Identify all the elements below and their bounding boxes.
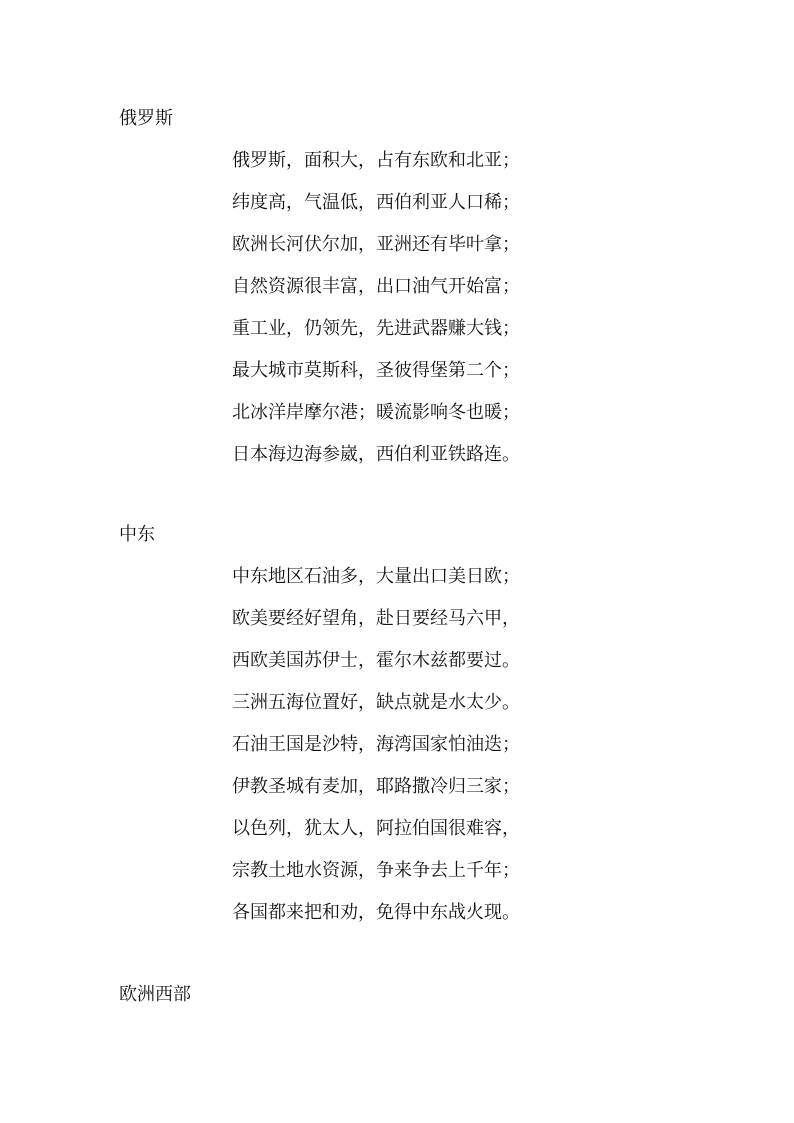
verse-line: 日本海边海参崴，西伯利亚铁路连。: [232, 444, 520, 465]
verse-line: 西欧美国苏伊士，霍尔木兹都要过。: [232, 650, 520, 671]
section-heading: 中东: [119, 524, 155, 545]
verse-line: 伊教圣城有麦加，耶路撒冷归三家；: [232, 776, 520, 797]
verse-line: 最大城市莫斯科，圣彼得堡第二个；: [232, 360, 520, 381]
section-heading: 欧洲西部: [119, 984, 191, 1005]
verse-line: 中东地区石油多，大量出口美日欧；: [232, 566, 520, 587]
verse-block: [232, 149, 562, 485]
verse-line: 宗教土地水资源，争来争去上千年；: [232, 860, 520, 881]
verse-line: 自然资源很丰富，出口油气开始富；: [232, 276, 520, 297]
verse-block: [232, 565, 562, 943]
verse-line: 欧美要经好望角，赴日要经马六甲，: [232, 608, 520, 629]
verse-line: 北冰洋岸摩尔港；暖流影响冬也暖；: [232, 402, 520, 423]
verse-line: 以色列，犹太人，阿拉伯国很难容，: [232, 818, 520, 839]
verse-line: 三洲五海位置好，缺点就是水太少。: [232, 692, 520, 713]
verse-line: 俄罗斯，面积大，占有东欧和北亚；: [232, 150, 520, 171]
verse-line: 纬度高，气温低，西伯利亚人口稀；: [232, 192, 520, 213]
verse-line: 石油王国是沙特，海湾国家怕油迭；: [232, 734, 520, 755]
verse-line: 各国都来把和劝，免得中东战火现。: [232, 902, 520, 923]
verse-line: 重工业，仍领先，先进武器赚大钱；: [232, 318, 520, 339]
section-heading: 俄罗斯: [119, 108, 173, 129]
verse-line: 欧洲长河伏尔加，亚洲还有毕叶拿；: [232, 234, 520, 255]
